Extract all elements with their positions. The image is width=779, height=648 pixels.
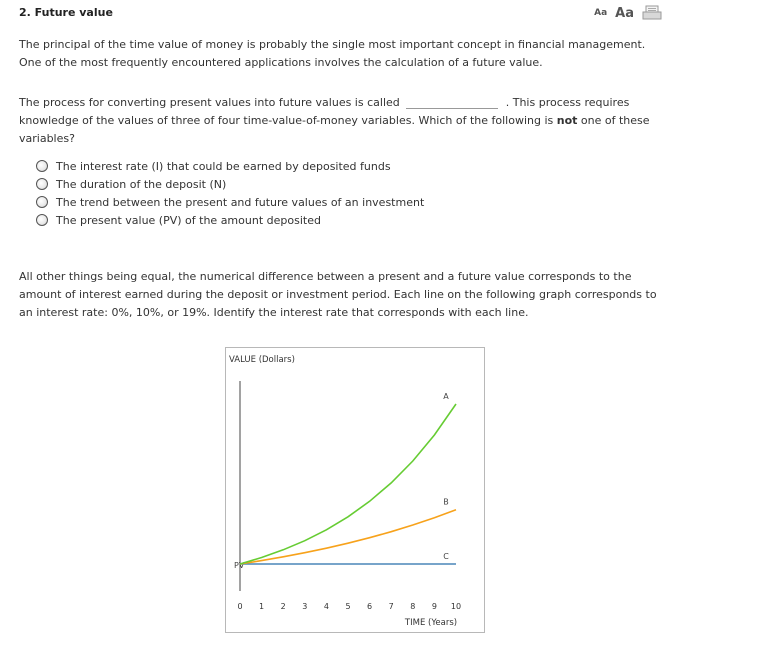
graph-canvas: [226, 348, 484, 632]
question-text-before: The process for converting present values into future values is called: [19, 96, 400, 109]
x-tick-label: 1: [259, 602, 265, 611]
x-tick-label: 3: [302, 602, 308, 611]
question-text-after: . This process requires knowledge of the values of three of four time-value-of-money variables. Which of the following is: [19, 96, 630, 127]
option-label: The trend between the present and future values of an investment: [56, 195, 425, 209]
pv-label: PV: [234, 561, 245, 570]
x-tick-label: 6: [367, 602, 373, 611]
page-title: 2. Future value: [19, 6, 113, 19]
radio-button[interactable]: [36, 178, 48, 190]
x-tick-label: 5: [345, 602, 351, 611]
series-label-c: C: [443, 552, 449, 561]
radio-button[interactable]: [36, 214, 48, 226]
option-label: The present value (PV) of the amount deposited: [56, 213, 321, 227]
x-tick-label: 9: [431, 602, 437, 611]
question-bold-word: not: [556, 114, 578, 127]
x-tick-label: 2: [280, 602, 286, 611]
question-paragraph: [19, 94, 669, 148]
x-tick-label: 7: [388, 602, 394, 611]
y-axis-label: VALUE (Dollars): [229, 355, 295, 365]
intro-paragraph: The principal of the time value of money is probably the single most important concept in financial management. One of the most frequently encountered applications involves the calculation of a future value.: [19, 38, 646, 69]
option-label: The duration of the deposit (N): [56, 177, 227, 191]
font-controls: [594, 5, 662, 21]
radio-button[interactable]: [36, 196, 48, 208]
graph-intro-paragraph: All other things being equal, the numerical difference between a present and a future value corresponds to the amount of interest earned during the deposit or investment period. Each line on the following graph corresponds to an interest rate: 0%, 10%, or 19%. Identify the interest rate that corresponds with each line.: [19, 270, 657, 319]
x-tick-label: 10: [450, 602, 462, 611]
option-label: The interest rate (I) that could be earned by deposited funds: [56, 159, 391, 173]
x-tick-label: 8: [410, 602, 416, 611]
x-tick-label: 4: [323, 602, 329, 611]
option-interest-rate[interactable]: [36, 157, 424, 175]
radio-button[interactable]: [36, 160, 48, 172]
x-axis-label: TIME (Years): [404, 618, 458, 628]
font-size-small-button[interactable]: Aa: [594, 8, 608, 18]
option-duration[interactable]: [36, 175, 424, 193]
question-text-end: one of these variables?: [19, 114, 650, 145]
series-label-a: A: [443, 392, 449, 401]
series-line-a: [240, 404, 456, 564]
series-line-b: [240, 510, 456, 564]
answer-blank[interactable]: [406, 96, 498, 109]
x-tick-label: 0: [237, 602, 243, 611]
options-list: [36, 157, 424, 229]
print-icon[interactable]: [642, 5, 662, 21]
option-present-value[interactable]: [36, 211, 424, 229]
font-size-large-button[interactable]: Aa: [615, 5, 634, 21]
future-value-graph: [225, 347, 485, 633]
series-label-b: B: [443, 497, 449, 507]
option-trend[interactable]: [36, 193, 424, 211]
